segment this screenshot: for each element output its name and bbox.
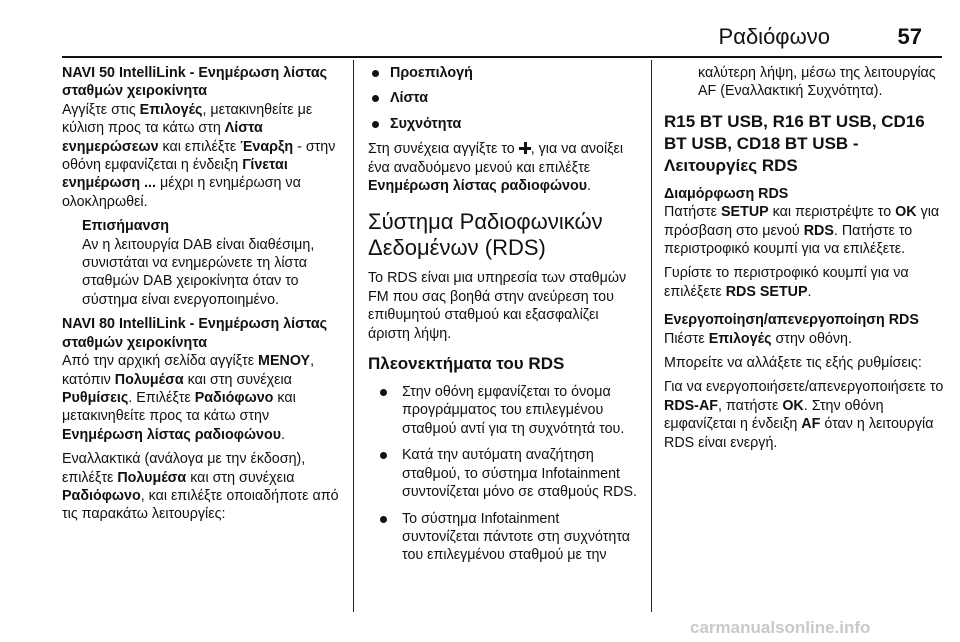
list-item: Προεπιλογή: [368, 64, 640, 82]
list-item: Λίστα: [368, 89, 640, 107]
paragraph: Πατήστε SETUP και περιστρέψτε το OK για πρόσβαση στο μενού RDS. Πατήστε το περιστροφικό κουμπί για να επιλέξετε.: [664, 204, 940, 258]
paragraph: Αγγίξτε στις Επιλογές, μετακινηθείτε με κύλιση προς τα κάτω στη Λίστα ενημερώσεων και επιλέξτε Έναρξη - στην οθόνη εμφανίζεται η ένδειξη Γίνεται ενημέρωση ... μέχρι η ενημέρωση να ολοκληρωθεί.: [62, 101, 336, 210]
section-heading-rds: Σύστημα Ραδιοφωνικών Δεδομένων (RDS): [368, 209, 603, 261]
section-heading-navi50: NAVI 50 IntelliLink - Ενημέρωση λίστας σταθμών χειροκίνητα: [62, 65, 328, 100]
column-1: [62, 64, 344, 530]
paragraph: Μπορείτε να αλλάξετε τις εξής ρυθμίσεις:: [664, 355, 922, 372]
paragraph: Γυρίστε το περιστροφικό κουμπί για να επιλέξετε RDS SETUP.: [664, 265, 909, 300]
column-divider-1: [353, 60, 354, 612]
paragraph: Για να ενεργοποιήσετε/απενεργοποιήσετε το RDS-AF, πατήστε OK. Στην οθόνη εμφανίζεται η ένδειξη AF όταν η λειτουργία RDS είναι ενεργή.: [664, 379, 944, 451]
subheading-rds-config: Διαμόρφωση RDS: [664, 185, 789, 202]
header-rule: [62, 56, 942, 58]
section-heading-navi80: NAVI 80 IntelliLink - Ενημέρωση λίστας σταθμών χειροκίνητα: [62, 316, 328, 351]
paragraph: Από την αρχική σελίδα αγγίξτε ΜΕΝΟΥ, κατόπιν Πολυμέσα και στη συνέχεια Ρυθμίσεις. Επιλέξτε Ραδιόφωνο και μετακινηθείτε προς τα κάτω στην Ενημέρωση λίστας ραδιοφώνου.: [62, 353, 315, 443]
list-item: Συχνότητα: [368, 115, 640, 133]
page-number: 57: [897, 24, 922, 49]
list-item: Στην οθόνη εμφανίζεται το όνομα προγράμματος του επιλεγμένου σταθμού αντί για τη συχνότητά του.: [368, 383, 640, 438]
section-heading-advantages: Πλεονεκτήματα του RDS: [368, 354, 565, 374]
watermark: carmanualsonline.info: [690, 618, 871, 637]
note-title: Επισήμανση: [82, 218, 169, 235]
paragraph-continued: καλύτερη λήψη, μέσω της λειτουργίας AF (Εναλλακτική Συχνότητα).: [698, 65, 936, 100]
list-item: Το σύστημα Infotainment συντονίζεται πάντοτε στη συχνότητα του επιλεγμένου σταθμού με την: [368, 510, 640, 565]
paragraph: Στη συνέχεια αγγίξτε το , για να ανοίξει ένα αναδυόμενο μενού και επιλέξτε Ενημέρωση λίστας ραδιοφώνου.: [368, 141, 624, 195]
column-divider-2: [651, 60, 652, 612]
list-item: Κατά την αυτόματη αναζήτηση σταθμού, το σύστημα Infotainment συντονίζεται μόνο σε σταθμούς RDS.: [368, 446, 640, 501]
column-3: [664, 64, 946, 458]
paragraph: Εναλλακτικά (ανάλογα με την έκδοση), επιλέξτε Πολυμέσα και στη συνέχεια Ραδιόφωνο, και επιλέξτε οποιαδήποτε από τις παρακάτω λειτουργίες:: [62, 451, 339, 523]
page-header-title: Ραδιόφωνο: [718, 24, 830, 49]
note-box: [62, 217, 344, 309]
paragraph: Το RDS είναι μια υπηρεσία των σταθμών FM που σας βοηθά στην ανεύρεση του επιθυμητού σταθμού και εξασφαλίζει άριστη λήψη.: [368, 270, 627, 342]
subheading-rds-toggle: Ενεργοποίηση/απενεργοποίηση RDS: [664, 312, 919, 329]
plus-icon: [519, 142, 531, 154]
column-2: [368, 64, 640, 573]
note-text: Αν η λειτουργία DAB είναι διαθέσιμη, συνιστάται να ενημερώνετε τη λίστα σταθμών DAB χειροκίνητα όταν το σύστημα είναι ενεργοποιημένο.: [82, 236, 315, 308]
paragraph: Πιέστε Επιλογές στην οθόνη.: [664, 330, 852, 347]
section-heading-r15: R15 BT USB, R16 BT USB, CD16 BT USB, CD18 BT USB - Λειτουργίες RDS: [664, 111, 925, 175]
